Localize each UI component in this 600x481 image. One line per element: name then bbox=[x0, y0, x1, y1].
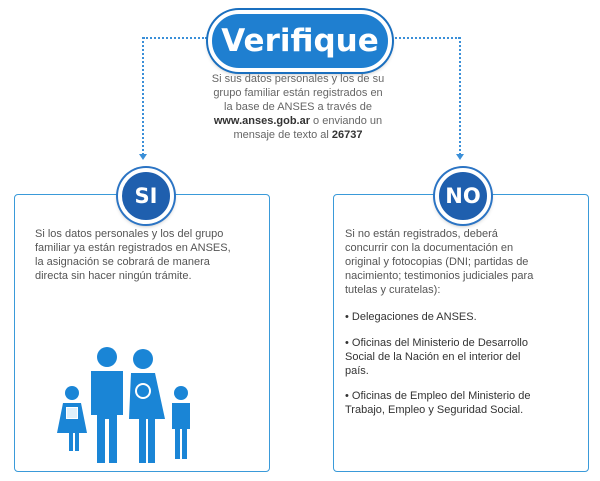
si-text-line: la asignación se cobrará de manera bbox=[35, 256, 210, 268]
no-text-line: original y fotocopias (DNI; partidas de bbox=[345, 256, 529, 268]
bullet-line: Trabajo, Empleo y Seguridad Social. bbox=[345, 404, 524, 416]
arrow-down-left-icon bbox=[139, 154, 147, 160]
bullet-empleo bbox=[345, 389, 585, 417]
intro-line: grupo familiar están registrados en bbox=[213, 87, 383, 99]
bullet-desarrollo-social bbox=[345, 336, 585, 378]
intro-line bbox=[180, 128, 416, 142]
si-text-line: Si los datos personales y los del grupo bbox=[35, 228, 224, 240]
si-text-line: directa sin hacer ningún trámite. bbox=[35, 270, 192, 282]
sms-number: 26737 bbox=[331, 129, 363, 141]
si-text-line: familiar ya están registrados en ANSES, bbox=[35, 242, 231, 254]
title-badge bbox=[208, 10, 392, 72]
no-text-line: Si no están registrados, deberá bbox=[345, 228, 498, 240]
no-badge bbox=[435, 168, 491, 224]
connector-right-vertical bbox=[459, 37, 461, 155]
intro-text bbox=[180, 72, 416, 142]
bullet-delegaciones bbox=[345, 310, 585, 324]
no-label: NO bbox=[445, 184, 481, 208]
no-panel bbox=[333, 194, 589, 472]
si-badge bbox=[118, 168, 174, 224]
no-text-line: nacimiento; testimonios judiciales para bbox=[345, 270, 534, 282]
bullet-line: • Delegaciones de ANSES. bbox=[345, 311, 477, 323]
no-text-line: concurrir con la documentación en bbox=[345, 242, 514, 254]
connector-left-vertical bbox=[142, 37, 144, 155]
bullet-line: país. bbox=[345, 365, 369, 377]
intro-line: Si sus datos personales y los de su bbox=[211, 73, 385, 85]
intro-line-rest: o enviando un bbox=[310, 115, 383, 127]
si-panel bbox=[14, 194, 270, 472]
intro-line: la base de ANSES a través de bbox=[224, 101, 372, 113]
website-link[interactable]: www.anses.gob.ar bbox=[213, 115, 310, 127]
no-panel-text bbox=[345, 227, 585, 297]
bullet-line: • Oficinas de Empleo del Ministerio de bbox=[345, 390, 531, 402]
intro-line-text: mensaje de texto al bbox=[233, 129, 332, 141]
family-icon bbox=[55, 345, 195, 465]
connector-right-horizontal bbox=[388, 37, 460, 39]
page-title: Verifique bbox=[221, 23, 379, 59]
si-label: SI bbox=[134, 184, 158, 208]
arrow-down-right-icon bbox=[456, 154, 464, 160]
bullet-line: Social de la Nación en el interior del bbox=[345, 351, 521, 363]
bullet-line: • Oficinas del Ministerio de Desarrollo bbox=[345, 337, 528, 349]
connector-left-horizontal bbox=[143, 37, 207, 39]
intro-line bbox=[180, 114, 416, 128]
si-panel-text bbox=[35, 227, 265, 283]
no-text-line: tutelas y curatelas): bbox=[345, 284, 441, 296]
